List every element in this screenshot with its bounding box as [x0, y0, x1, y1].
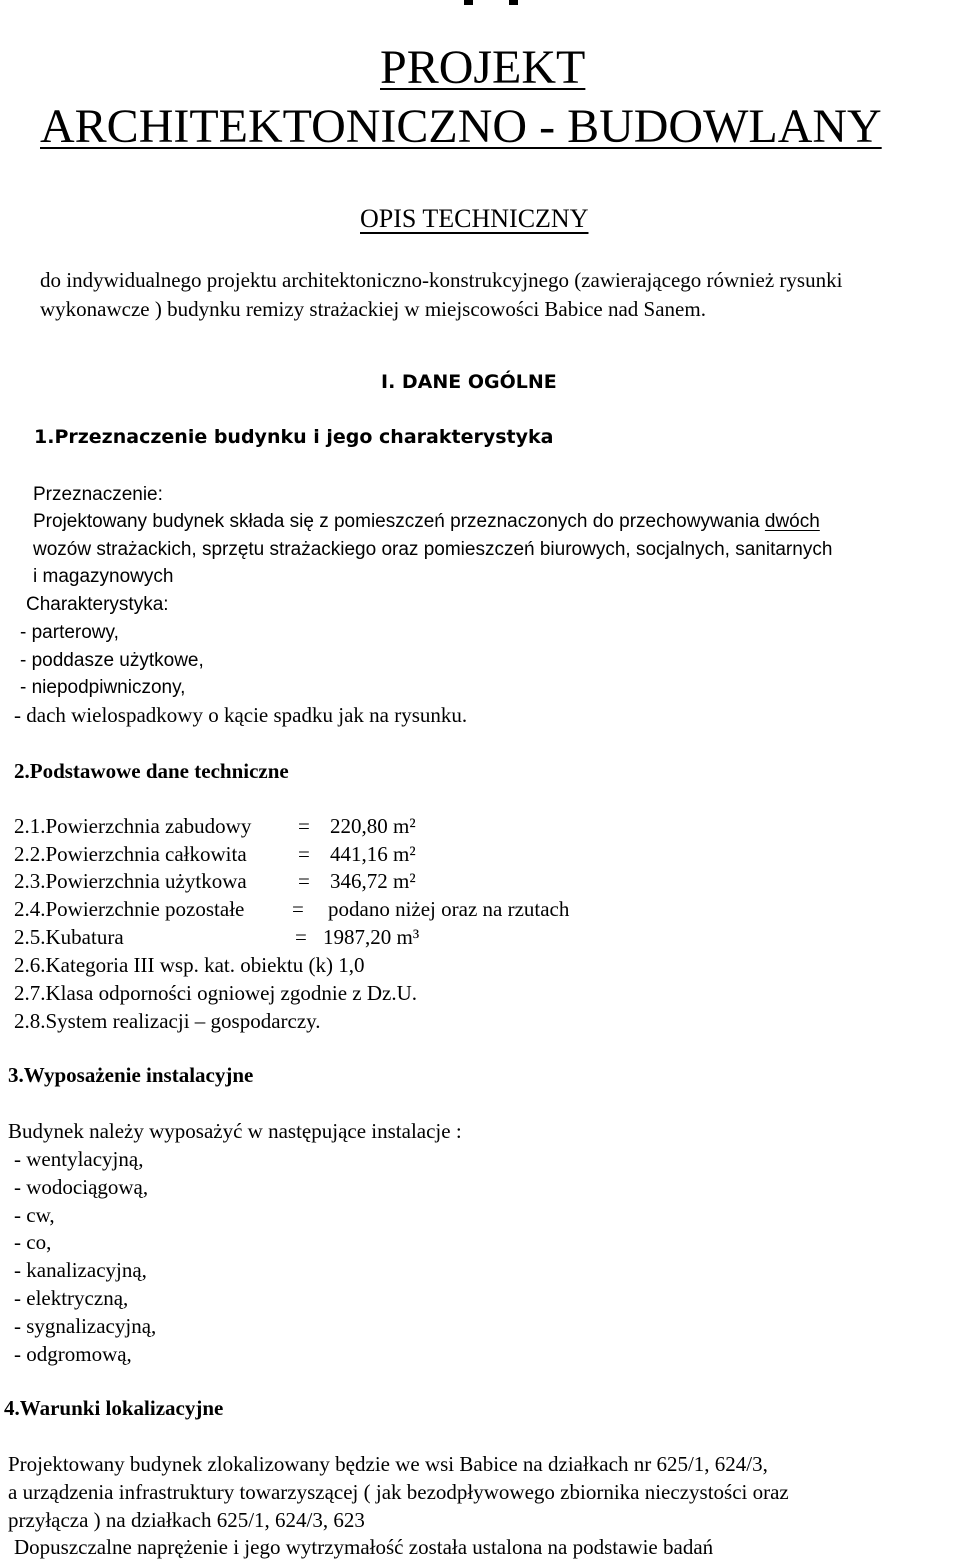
document-title-line1: PROJEKT: [380, 41, 586, 94]
installation-item: - wodociągową,: [14, 1175, 149, 1199]
installations-intro: Budynek należy wyposażyć w następujące instalacje :: [8, 1119, 462, 1143]
location-line-4: Dopuszczalne naprężenie i jego wytrzymałość została ustalona na podstawie badań: [14, 1535, 714, 1559]
tech-row-value: podano niżej oraz na rzutach: [328, 897, 570, 921]
location-line-3: przyłącza ) na działkach 625/1, 624/3, 623: [8, 1508, 365, 1532]
section-1-heading: 1.Przeznaczenie budynku i jego charakterystyka: [34, 426, 554, 448]
tech-row-label: 2.2.Powierzchnia całkowita: [14, 842, 247, 866]
section-2-heading: 2.Podstawowe dane techniczne: [14, 759, 289, 783]
document-subtitle: OPIS TECHNICZNY: [360, 204, 589, 233]
page-top-mark-left: [464, 0, 473, 5]
purpose-label: Przeznaczenie:: [33, 484, 163, 505]
tech-row-eq: =: [298, 814, 310, 838]
characteristics-item: - niepodpiwniczony,: [20, 677, 186, 698]
tech-row-value: 220,80 m²: [330, 814, 416, 838]
tech-line-fire-class: 2.7.Klasa odporności ogniowej zgodnie z Dz.U.: [14, 981, 417, 1005]
section-3-heading: 3.Wyposażenie instalacyjne: [8, 1063, 254, 1087]
tech-row-eq: =: [298, 842, 310, 866]
location-line-1: Projektowany budynek zlokalizowany będzie we wsi Babice na działkach nr 625/1, 624/3,: [8, 1452, 768, 1476]
characteristics-item: - parterowy,: [20, 622, 119, 643]
tech-row-eq: =: [295, 925, 307, 949]
section-4-heading: 4.Warunki lokalizacyjne: [4, 1396, 224, 1420]
installation-item: - co,: [14, 1230, 52, 1254]
document-title-line2: ARCHITEKTONICZNO - BUDOWLANY: [40, 100, 882, 153]
purpose-line-3: i magazynowych: [33, 566, 174, 587]
tech-row-value: 441,16 m²: [330, 842, 416, 866]
tech-row-label: 2.5.Kubatura: [14, 925, 124, 949]
page-top-mark-right: [509, 0, 518, 5]
installation-item: - wentylacyjną,: [14, 1147, 144, 1171]
installation-item: - sygnalizacyjną,: [14, 1314, 157, 1338]
installation-item: - elektryczną,: [14, 1286, 129, 1310]
tech-row-eq: =: [298, 869, 310, 893]
characteristics-item: - poddasze użytkowe,: [20, 650, 204, 671]
tech-row-label: 2.4.Powierzchnie pozostałe: [14, 897, 245, 921]
purpose-line-1-underlined: dwóch: [764, 511, 820, 532]
tech-row-value: 346,72 m²: [330, 869, 416, 893]
tech-row-eq: =: [292, 897, 304, 921]
purpose-line-1-text: Projektowany budynek składa się z pomieszczeń przeznaczonych do przechowywania: [33, 511, 760, 532]
purpose-line-2: wozów strażackich, sprzętu strażackiego oraz pomieszczeń biurowych, socjalnych, sanitarnych: [33, 539, 833, 560]
intro-line-1: do indywidualnego projektu architektoniczno-konstrukcyjnego (zawierającego również rysunki: [40, 268, 843, 292]
installation-item: - odgromową,: [14, 1342, 132, 1366]
purpose-line-1: [33, 512, 820, 531]
tech-line-category: 2.6.Kategoria III wsp. kat. obiektu (k) 1,0: [14, 953, 365, 977]
installation-item: - cw,: [14, 1203, 55, 1227]
tech-row-value: 1987,20 m³: [323, 925, 420, 949]
location-line-2: a urządzenia infrastruktury towarzyszącej ( jak bezodpływowego zbiornika nieczystości oraz: [8, 1480, 789, 1504]
section-heading-dane-ogolne: I. DANE OGÓLNE: [381, 371, 557, 393]
tech-line-system: 2.8.System realizacji – gospodarczy.: [14, 1009, 321, 1033]
tech-row-label: 2.3.Powierzchnia użytkowa: [14, 869, 247, 893]
characteristics-label: Charakterystyka:: [26, 594, 169, 615]
characteristics-roof: - dach wielospadkowy o kącie spadku jak na rysunku.: [14, 703, 468, 727]
tech-row-label: 2.1.Powierzchnia zabudowy: [14, 814, 252, 838]
intro-line-2: wykonawcze ) budynku remizy strażackiej w miejscowości Babice nad Sanem.: [40, 297, 706, 321]
installation-item: - kanalizacyjną,: [14, 1258, 147, 1282]
